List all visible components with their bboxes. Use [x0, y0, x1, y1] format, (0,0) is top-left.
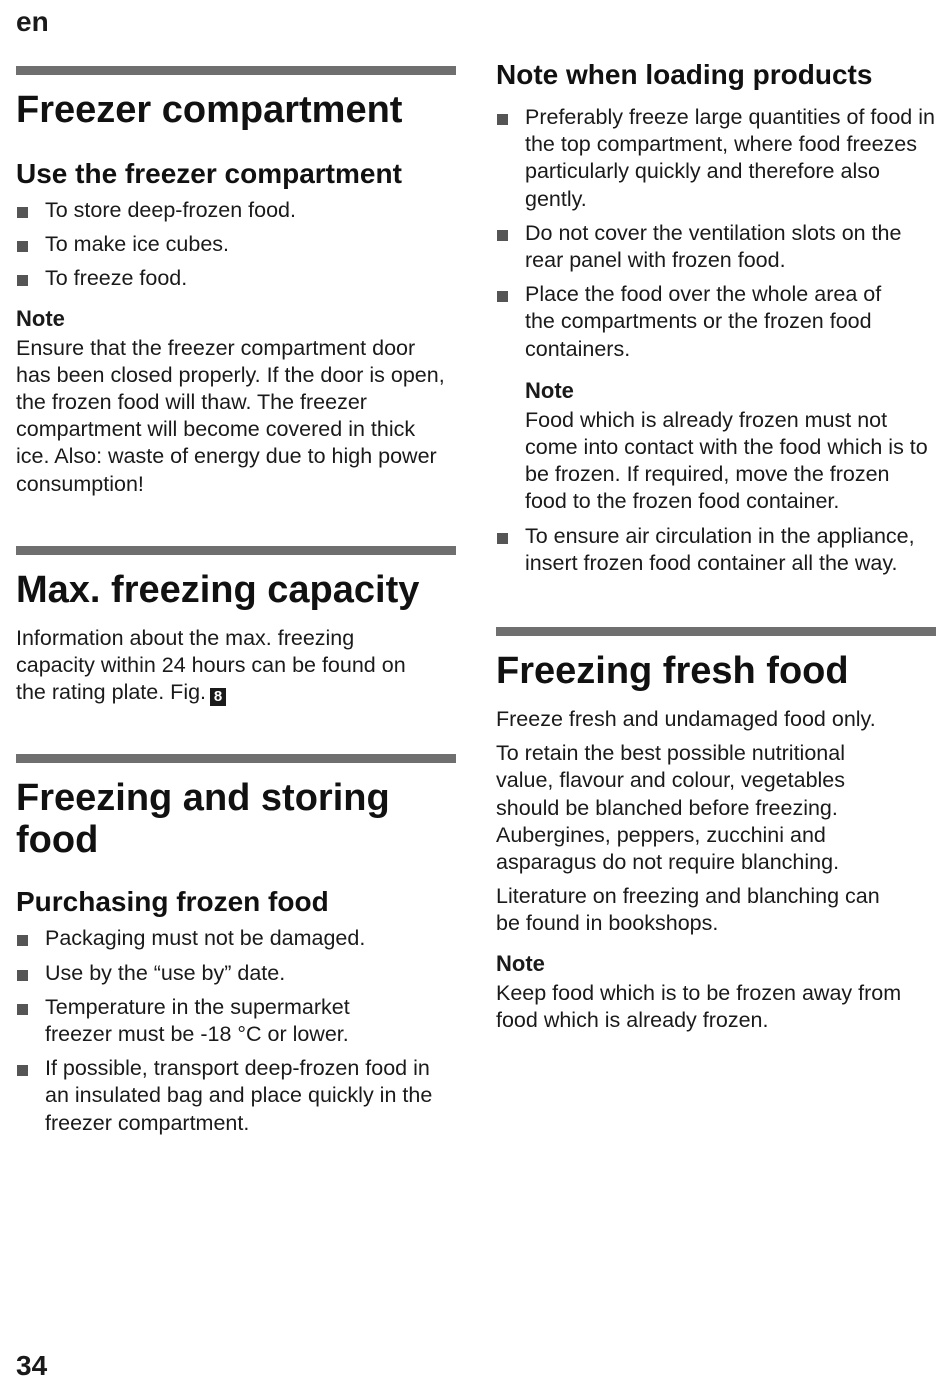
capacity-text [16, 625, 436, 707]
purchasing-heading: Purchasing frozen food [16, 886, 329, 918]
uses-list [16, 197, 456, 293]
page-number: 34 [16, 1350, 48, 1381]
list-item: To store deep-frozen food. [16, 197, 456, 224]
list-item: If possible, transport deep-frozen food in an insulated bag and place quickly in the freezer compartment. [16, 1055, 455, 1137]
fresh-food-paragraph: To retain the best possible nutritional value, flavour and colour, vegetables should be blanched before freezing. Aubergines, peppers, zucchini and asparagus do not require blanching. [496, 741, 846, 875]
right-column [496, 58, 936, 1034]
list-item: Do not cover the ventilation slots on the rear panel with frozen food. [496, 220, 925, 274]
loading-list [496, 104, 936, 363]
loading-note-text: Food which is already frozen must not come into contact with the food which is to be frozen. If required, move the frozen food to the frozen food container. [525, 407, 928, 514]
list-item: To make ice cubes. [16, 231, 456, 258]
fresh-food-paragraph: Literature on freezing and blanching can be found in bookshops. [496, 884, 880, 936]
freezing-storing-title: Freezing and storing food [16, 777, 390, 862]
note-label: Note [496, 950, 545, 976]
list-item: Place the food over the whole area of the compartments or the frozen food containers. [496, 281, 915, 363]
loading-products-heading: Note when loading products [496, 59, 873, 90]
loading-note [496, 377, 936, 516]
freezer-note-text: Ensure that the freezer compartment door has been closed properly. If the door is open, the frozen food will thaw. The freezer compartment will become covered in thick ice. Also: waste of energy due to high power consumption! [16, 335, 445, 496]
list-item: To ensure air circulation in the appliance, insert frozen food container all the way. [496, 523, 936, 577]
left-column [16, 66, 456, 1137]
list-item: Packaging must not be damaged. [16, 925, 456, 952]
figure-reference: 8 [210, 688, 226, 706]
language-code: en [16, 6, 49, 37]
fresh-food-note-text: Keep food which is to be frozen away from food which is already frozen. [496, 980, 902, 1032]
section-divider [16, 754, 456, 763]
freezer-compartment-title: Freezer compartment [16, 89, 403, 131]
section-divider [16, 546, 456, 555]
section-divider [496, 627, 936, 636]
list-item: Preferably freeze large quantities of food in the top compartment, where food freezes particularly quickly and therefore also gently. [496, 104, 936, 213]
capacity-text-body: Information about the max. freezing capacity within 24 hours can be found on the rating plate. Fig. [16, 625, 406, 705]
list-item: Temperature in the supermarket freezer must be -18 °C or lower. [16, 994, 405, 1048]
note-label: Note [16, 305, 65, 331]
purchasing-list [16, 925, 456, 1136]
fresh-food-paragraph: Freeze fresh and undamaged food only. [496, 707, 876, 732]
list-item: Use by the “use by” date. [16, 960, 456, 987]
loading-list-last [496, 523, 936, 577]
note-label: Note [525, 377, 574, 403]
list-item: To freeze food. [16, 265, 456, 292]
section-divider [16, 66, 456, 75]
max-freezing-capacity-title: Max. freezing capacity [16, 568, 420, 611]
freezing-fresh-food-title: Freezing fresh food [496, 650, 849, 693]
use-freezer-heading: Use the freezer compartment [16, 158, 402, 189]
